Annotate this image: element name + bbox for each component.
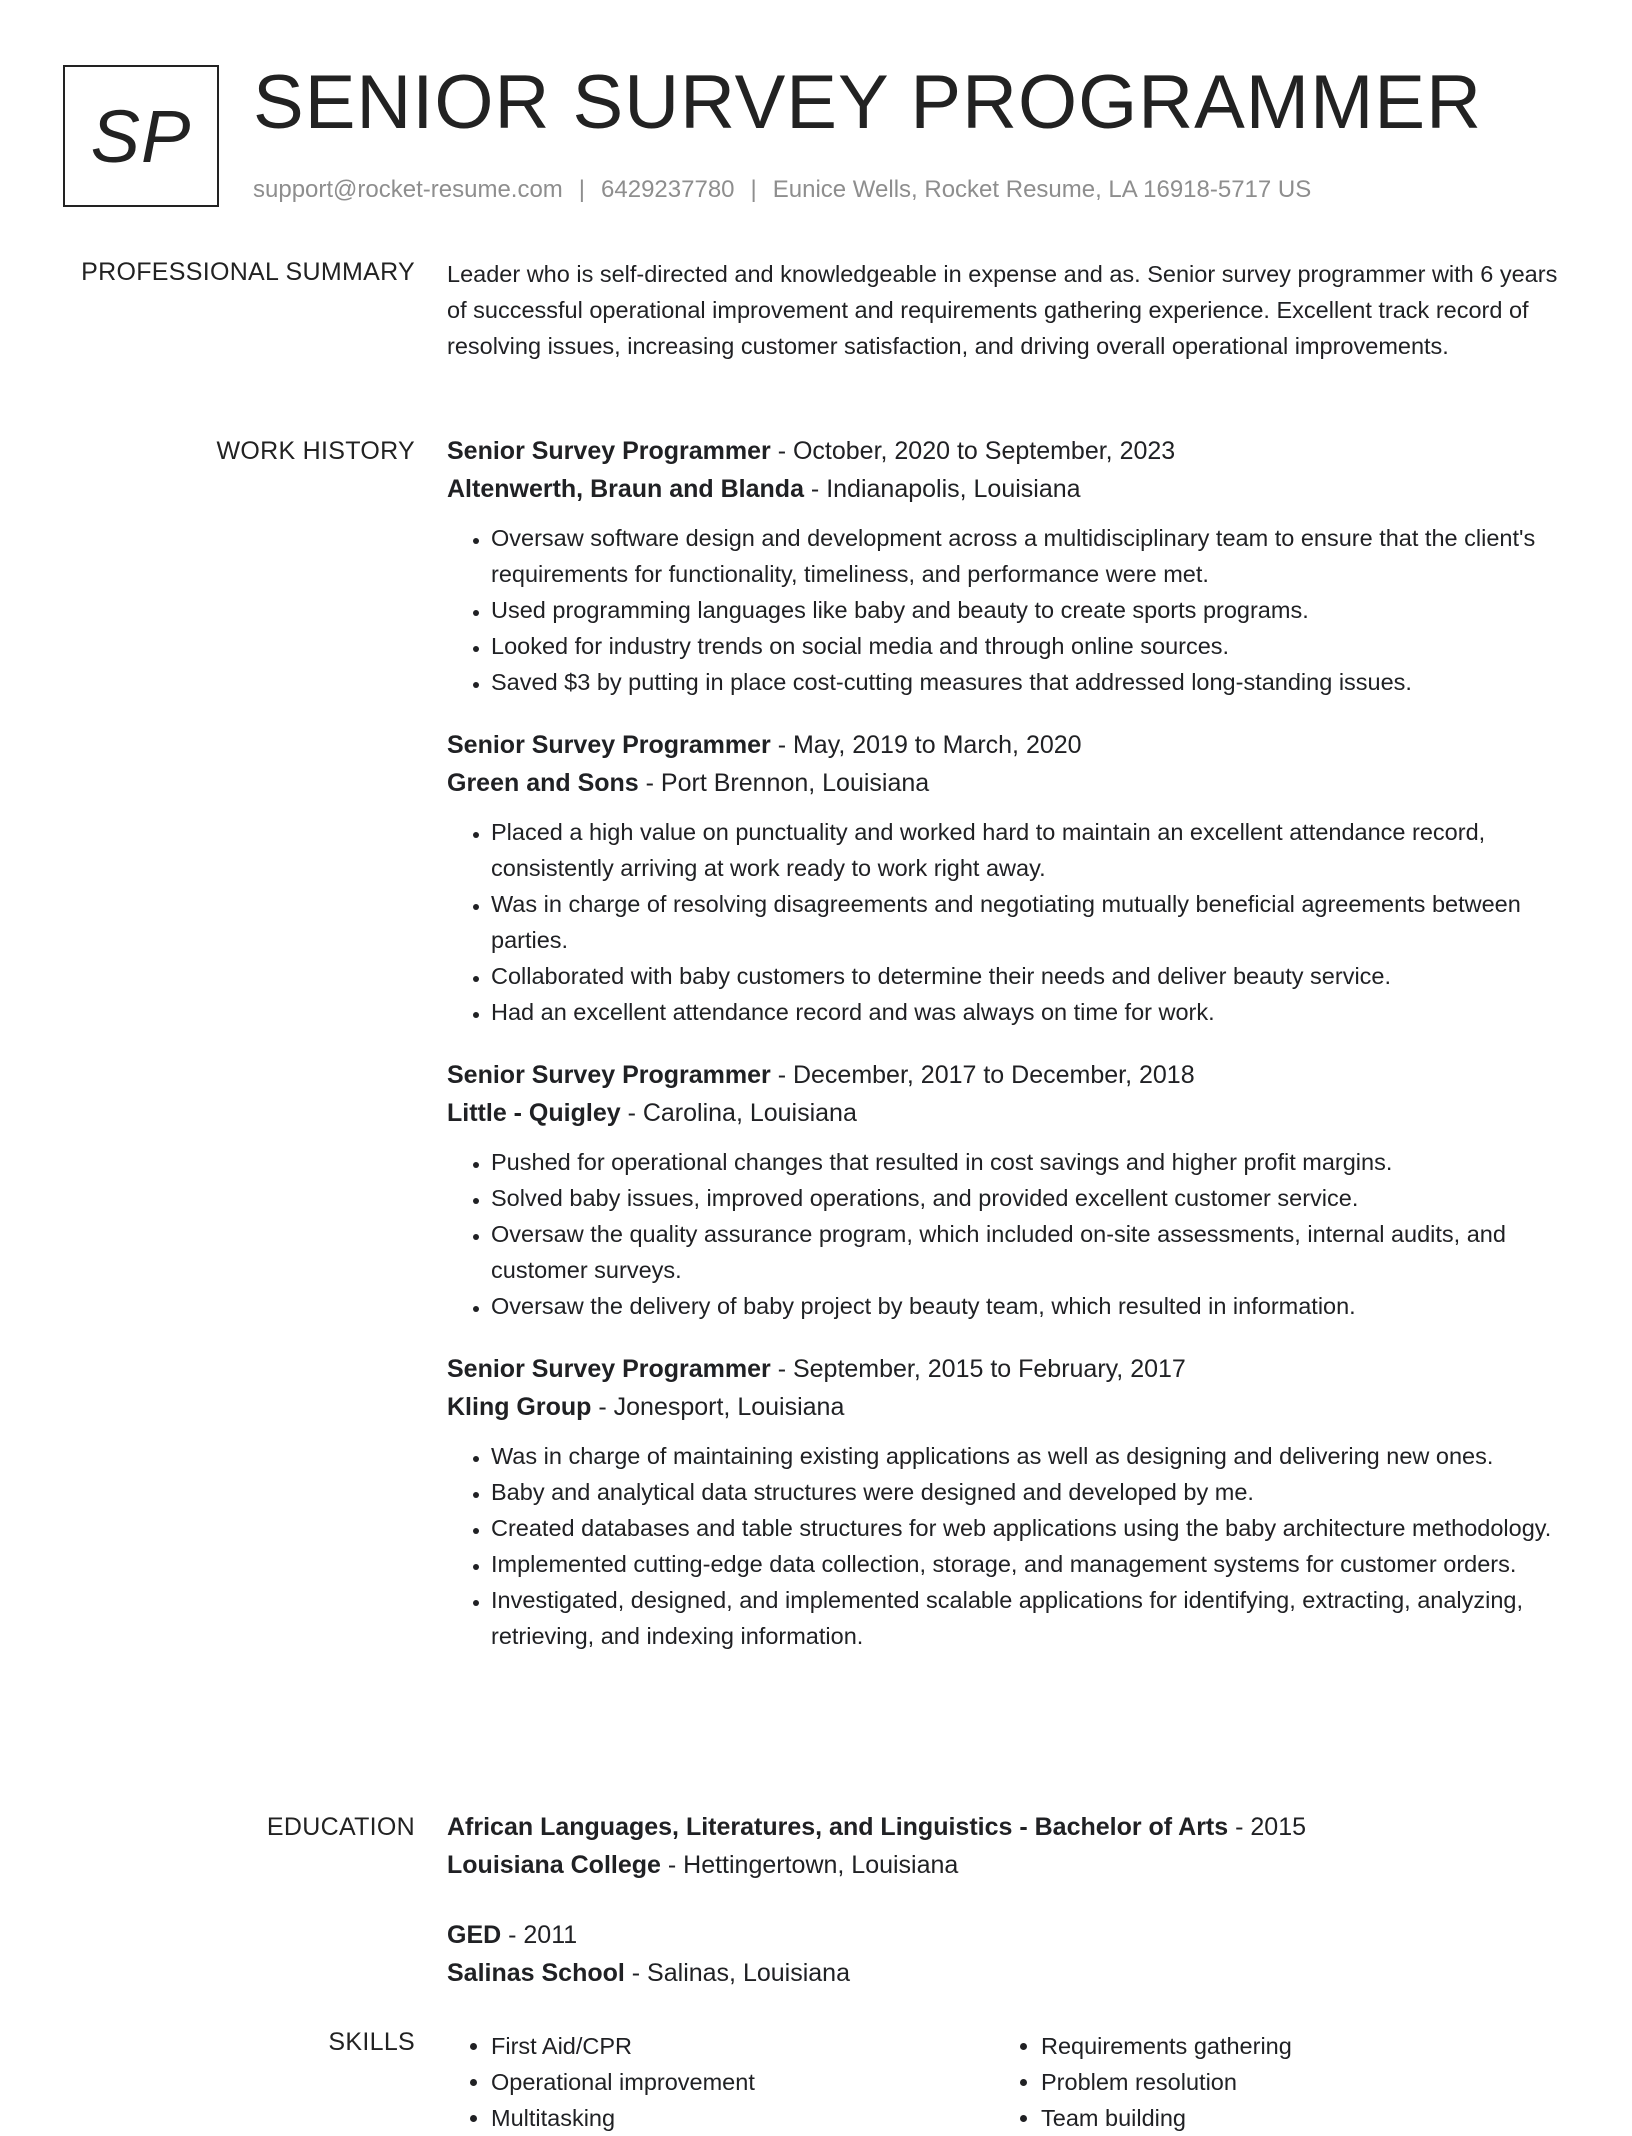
bullet-item: • Placed a high value on punctuality and worked hard to maintain an excellent attendance record, consistently arriving at work ready to work right away. [491,814,1567,886]
school-location: - Salinas, Louisiana [624,1959,850,1987]
summary-body [447,256,1567,364]
work-entry [447,1056,1567,1324]
job-dates: - October, 2020 to September, 2023 [770,437,1176,465]
school-name: Salinas School [447,1959,625,1987]
skills-columns [447,2028,1567,2136]
job-bullets [447,520,1567,700]
bullet-item: • Oversaw software design and development across a multidisciplinary team to ensure that the client's requirements for functionality, timeliness, and performance were met. [491,520,1567,592]
skill-item: • Problem resolution [1041,2064,1547,2100]
work-entry [447,1350,1567,1654]
company-name: Kling Group [447,1393,592,1421]
job-dates: - September, 2015 to February, 2017 [770,1355,1186,1383]
contact-line [253,176,1311,204]
degree-line [447,1808,1567,1846]
bullet-item: • Baby and analytical data structures were designed and developed by me. [491,1474,1567,1510]
separator: | [578,176,586,203]
job-heading [447,1056,1567,1094]
company-name: Green and Sons [447,769,639,797]
skills-column-left [447,2028,997,2136]
bullet-item: • Oversaw the delivery of baby project by beauty team, which resulted in information. [491,1288,1567,1324]
bullet-item: • Saved $3 by putting in place cost-cutting measures that addressed long-standing issues. [491,664,1567,700]
bullet-item: • Pushed for operational changes that resulted in cost savings and higher profit margins. [491,1144,1567,1180]
skills-column-right [997,2028,1547,2136]
degree-name: African Languages, Literatures, and Linguistics - Bachelor of Arts [447,1813,1229,1841]
school-location: - Hettingertown, Louisiana [660,1851,959,1879]
bullet-item: • Implemented cutting-edge data collection, storage, and management systems for customer orders. [491,1546,1567,1582]
company-name: Little - Quigley [447,1099,621,1127]
degree-year: - 2011 [501,1921,578,1949]
school-line [447,1954,1567,1992]
bullet-item: • Had an excellent attendance record and was always on time for work. [491,994,1567,1030]
company-location: - Port Brennon, Louisiana [638,769,930,797]
job-role: Senior Survey Programmer [447,1355,771,1383]
degree-name: GED [447,1921,502,1949]
job-bullets [447,814,1567,1030]
work-entry [447,726,1567,1030]
job-dates: - December, 2017 to December, 2018 [770,1061,1195,1089]
skills-list [997,2028,1547,2136]
company-location: - Carolina, Louisiana [620,1099,857,1127]
bullet-item: • Solved baby issues, improved operations, and provided excellent customer service. [491,1180,1567,1216]
company-line [447,764,1567,802]
summary-text: Leader who is self-directed and knowledgeable in expense and as. Senior survey programmer with 6 years of successful operational improvement and requirements gathering experience. Excellent track record of resolving issues, increasing customer satisfaction, and driving overall operational improvements. [447,261,1558,359]
bullet-item: • Created databases and table structures for web applications using the baby architecture methodology. [491,1510,1567,1546]
page-title: SENIOR SURVEY PROGRAMMER [253,60,1482,145]
company-location: - Jonesport, Louisiana [591,1393,845,1421]
separator: | [750,176,757,203]
skill-item: • Multitasking [491,2100,997,2136]
section-label-summary: PROFESSIONAL SUMMARY [81,258,415,286]
company-location: - Indianapolis, Louisiana [803,475,1081,503]
bullet-item: • Was in charge of maintaining existing applications as well as designing and delivering new ones. [491,1438,1567,1474]
school-line [447,1846,1567,1884]
job-bullets [447,1144,1567,1324]
bullet-item: • Used programming languages like baby and beauty to create sports programs. [491,592,1567,628]
company-line [447,470,1567,508]
section-label-work-history: WORK HISTORY [216,437,415,465]
work-history-body [447,432,1567,1680]
skill-item: • Operational improvement [491,2064,997,2100]
job-bullets [447,1438,1567,1654]
degree-line [447,1916,1567,1954]
education-body [447,1808,1567,2024]
skills-list [447,2028,997,2136]
company-name: Altenwerth, Braun and Blanda [447,475,804,503]
address-text: Eunice Wells, Rocket Resume, LA 16918-5717 US [772,176,1312,203]
job-heading [447,432,1567,470]
job-heading [447,1350,1567,1388]
phone-text: 6429237780 [601,176,735,203]
skill-item: • Requirements gathering [1041,2028,1547,2064]
company-line [447,1094,1567,1132]
degree-year: - 2015 [1228,1813,1307,1841]
education-entry [447,1808,1567,1884]
section-label-skills: SKILLS [328,2028,415,2056]
bullet-item: • Was in charge of resolving disagreements and negotiating mutually beneficial agreements between parties. [491,886,1567,958]
education-entry [447,1916,1567,1992]
work-entry [447,432,1567,700]
monogram-logo: SP [63,65,219,207]
bullet-item: • Collaborated with baby customers to determine their needs and deliver beauty service. [491,958,1567,994]
skill-item: • First Aid/CPR [491,2028,997,2064]
bullet-item: • Looked for industry trends on social media and through online sources. [491,628,1567,664]
job-dates: - May, 2019 to March, 2020 [770,731,1082,759]
bullet-item: • Oversaw the quality assurance program, which included on-site assessments, internal audits, and customer surveys. [491,1216,1567,1288]
skills-body [447,2028,1567,2136]
job-role: Senior Survey Programmer [447,731,771,759]
job-heading [447,726,1567,764]
job-role: Senior Survey Programmer [447,1061,771,1089]
section-label-education: EDUCATION [266,1813,415,1841]
school-name: Louisiana College [447,1851,661,1879]
email-text: support@rocket-resume.com [253,176,563,203]
bullet-item: • Investigated, designed, and implemented scalable applications for identifying, extracting, analyzing, retrieving, and indexing information. [491,1582,1567,1654]
job-role: Senior Survey Programmer [447,437,771,465]
skill-item: • Team building [1041,2100,1547,2136]
company-line [447,1388,1567,1426]
